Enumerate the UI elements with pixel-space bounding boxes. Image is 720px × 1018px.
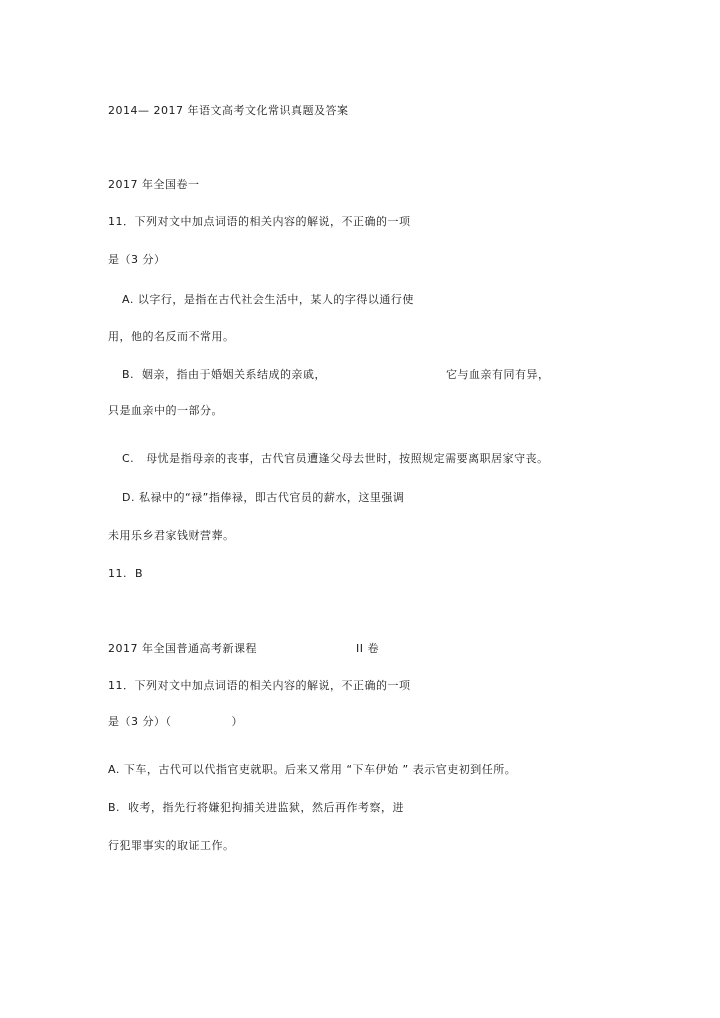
option-b-part2: 它与血亲有同有异， bbox=[446, 368, 550, 381]
section-heading-national-1: 2017 年全国卷一 bbox=[108, 178, 200, 191]
option-c: C. 母忧是指母亲的丧事，古代官员遭逢父母去世时，按照规定需要离职居家守丧。 bbox=[122, 452, 549, 465]
section-heading-national-2: 2017 年全国普通高考新课程 bbox=[108, 642, 257, 655]
section-heading-volume: II 卷 bbox=[356, 642, 379, 655]
answer-11: 11. B bbox=[108, 567, 144, 580]
option-d-cont: 未用乐乡君家钱财营葬。 bbox=[108, 529, 235, 542]
document-title: 2014— 2017 年语文高考文化常识真题及答案 bbox=[108, 104, 349, 117]
option-b-cont: 只是血亲中的一部分。 bbox=[108, 404, 223, 417]
question-11-stem-cont: 是（3 分） bbox=[108, 253, 166, 266]
option-b-part1: B. 姻亲，指由于婚姻关系结成的亲戚， bbox=[122, 368, 327, 381]
option-b-2-cont: 行犯罪事实的取证工作。 bbox=[108, 839, 235, 852]
option-d: D. 私禄中的“禄”指俸禄，即古代官员的薪水，这里强调 bbox=[122, 491, 405, 504]
question-11-stem-2-cont: 是（3 分）（ ） bbox=[108, 715, 243, 728]
option-a: A. 以字行，是指在古代社会生活中，某人的字得以通行使 bbox=[122, 293, 414, 306]
option-b-2: B. 收考，指先行将嫌犯拘捕关进监狱，然后再作考察，进 bbox=[108, 801, 405, 814]
option-a-2: A. 下车，古代可以代指官吏就职。后来又常用 “下车伊始 ” 表示官吏初到任所。 bbox=[108, 763, 517, 776]
option-a-cont: 用，他的名反而不常用。 bbox=[108, 330, 235, 343]
question-11-stem-2: 11．下列对文中加点词语的相关内容的解说，不正确的一项 bbox=[108, 679, 411, 692]
question-11-stem: 11．下列对文中加点词语的相关内容的解说，不正确的一项 bbox=[108, 215, 411, 228]
